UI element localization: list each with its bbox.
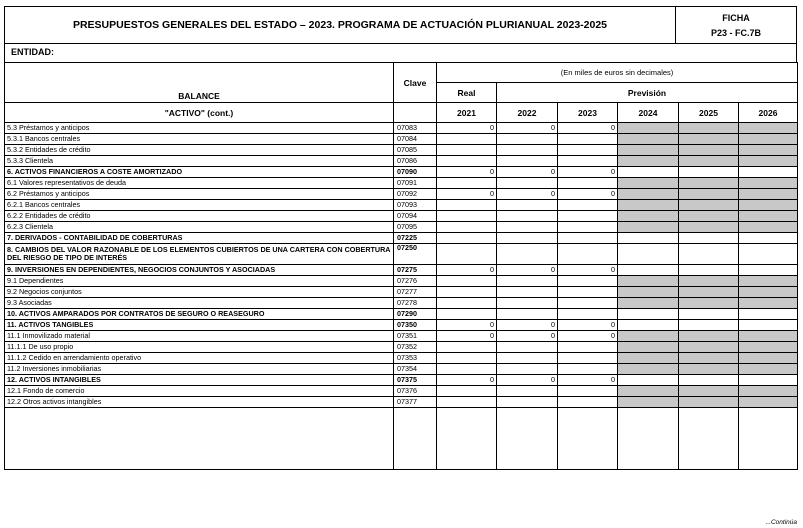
row-clave: 07095 xyxy=(394,222,437,233)
value-cell xyxy=(497,386,558,397)
real-label: Real xyxy=(457,87,476,98)
row-label: 5.3.1 Bancos centrales xyxy=(5,134,394,145)
shaded-cell xyxy=(739,189,798,200)
row-clave: 07352 xyxy=(394,342,437,353)
prevision-label: Previsión xyxy=(627,87,667,98)
year-2022: 2022 xyxy=(517,107,537,118)
value-cell xyxy=(497,342,558,353)
shaded-cell xyxy=(679,331,739,342)
entidad-label: ENTIDAD: xyxy=(11,47,54,57)
shaded-cell xyxy=(739,287,798,298)
row-label: 12.1 Fondo de comercio xyxy=(5,386,394,397)
shaded-cell xyxy=(739,145,798,156)
row-label: 9.1 Dependientes xyxy=(5,276,394,287)
table-row xyxy=(5,145,798,156)
value-cell xyxy=(618,320,679,331)
row-clave: 07354 xyxy=(394,364,437,375)
value-cell xyxy=(558,397,618,408)
table-row xyxy=(5,375,798,386)
shaded-cell xyxy=(618,397,679,408)
row-label: 6. ACTIVOS FINANCIEROS A COSTE AMORTIZADO xyxy=(5,167,394,178)
row-clave: 07375 xyxy=(394,375,437,386)
table-row xyxy=(5,331,798,342)
row-clave: 07275 xyxy=(394,265,437,276)
row-clave: 07093 xyxy=(394,200,437,211)
year-header xyxy=(497,103,558,123)
ficha-box xyxy=(675,6,797,44)
row-label: 6.2 Préstamos y anticipos xyxy=(5,189,394,200)
value-cell xyxy=(618,244,679,265)
value-cell: 0 xyxy=(437,265,497,276)
table-row xyxy=(5,309,798,320)
shaded-cell xyxy=(679,189,739,200)
value-cell xyxy=(558,342,618,353)
value-cell: 0 xyxy=(558,320,618,331)
row-label: 6.2.1 Bancos centrales xyxy=(5,200,394,211)
value-cell xyxy=(437,222,497,233)
shaded-cell xyxy=(618,353,679,364)
table-row xyxy=(5,353,798,364)
units-note-cell xyxy=(437,63,798,83)
value-cell xyxy=(558,386,618,397)
value-cell xyxy=(558,287,618,298)
row-clave: 07350 xyxy=(394,320,437,331)
value-cell xyxy=(497,211,558,222)
value-cell xyxy=(558,200,618,211)
table-row xyxy=(5,156,798,167)
shaded-cell xyxy=(618,200,679,211)
row-clave: 07276 xyxy=(394,276,437,287)
row-label: 10. ACTIVOS AMPARADOS POR CONTRATOS DE SEGURO O REASEGURO xyxy=(5,309,394,320)
value-cell xyxy=(437,244,497,265)
value-cell xyxy=(437,386,497,397)
blank-cell xyxy=(679,408,739,470)
row-label: 7. DERIVADOS - CONTABILIDAD DE COBERTURAS xyxy=(5,233,394,244)
value-cell: 0 xyxy=(497,320,558,331)
activo-header-cell xyxy=(5,103,394,123)
value-cell xyxy=(497,134,558,145)
value-cell: 0 xyxy=(558,375,618,386)
value-cell xyxy=(497,222,558,233)
row-clave: 07084 xyxy=(394,134,437,145)
value-cell xyxy=(558,178,618,189)
table-row xyxy=(5,189,798,200)
shaded-cell xyxy=(618,342,679,353)
value-cell: 0 xyxy=(437,123,497,134)
row-label: 9.3 Asociadas xyxy=(5,298,394,309)
shaded-cell xyxy=(739,276,798,287)
row-label: 5.3.2 Entidades de crédito xyxy=(5,145,394,156)
shaded-cell xyxy=(679,364,739,375)
clave-header-cell xyxy=(394,63,437,103)
value-cell: 0 xyxy=(558,265,618,276)
table-row xyxy=(5,167,798,178)
shaded-cell xyxy=(739,397,798,408)
value-cell xyxy=(679,309,739,320)
year-header xyxy=(558,103,618,123)
row-label: 11.1 Inmovilizado material xyxy=(5,331,394,342)
value-cell xyxy=(679,167,739,178)
shaded-cell xyxy=(679,386,739,397)
shaded-cell xyxy=(679,342,739,353)
shaded-cell xyxy=(618,287,679,298)
year-header xyxy=(679,103,739,123)
shaded-cell xyxy=(739,178,798,189)
balance-table xyxy=(4,62,798,470)
year-2023: 2023 xyxy=(578,107,597,118)
year-2025: 2025 xyxy=(699,107,718,118)
value-cell xyxy=(437,200,497,211)
shaded-cell xyxy=(679,397,739,408)
year-header xyxy=(437,103,497,123)
row-label: 9. INVERSIONES EN DEPENDIENTES, NEGOCIOS CONJUNTOS Y ASOCIADAS xyxy=(5,265,394,276)
shaded-cell xyxy=(679,353,739,364)
balance-label: BALANCE xyxy=(178,91,220,101)
value-cell xyxy=(437,145,497,156)
value-cell xyxy=(618,309,679,320)
shaded-cell xyxy=(618,222,679,233)
value-cell xyxy=(558,211,618,222)
row-label: 6.2.2 Entidades de crédito xyxy=(5,211,394,222)
value-cell xyxy=(618,265,679,276)
blank-cell xyxy=(5,408,394,470)
shaded-cell xyxy=(618,211,679,222)
table-row xyxy=(5,134,798,145)
row-clave: 07351 xyxy=(394,331,437,342)
shaded-cell xyxy=(679,178,739,189)
row-clave: 07086 xyxy=(394,156,437,167)
value-cell xyxy=(497,276,558,287)
table-row xyxy=(5,397,798,408)
row-clave: 07092 xyxy=(394,189,437,200)
table-row xyxy=(5,200,798,211)
shaded-cell xyxy=(618,331,679,342)
value-cell xyxy=(437,233,497,244)
row-clave: 07094 xyxy=(394,211,437,222)
value-cell: 0 xyxy=(558,123,618,134)
value-cell xyxy=(739,167,798,178)
table-row xyxy=(5,386,798,397)
form-title-text: PRESUPUESTOS GENERALES DEL ESTADO – 2023. PROGRAMA DE ACTUACIÓN PLURIANUAL 2023-2025 xyxy=(72,19,608,31)
value-cell: 0 xyxy=(497,375,558,386)
year-2021: 2021 xyxy=(457,107,476,118)
row-label: 12. ACTIVOS INTANGIBLES xyxy=(5,375,394,386)
value-cell xyxy=(618,233,679,244)
clave-label: Clave xyxy=(403,77,427,88)
value-cell xyxy=(739,320,798,331)
table-row xyxy=(5,178,798,189)
shaded-cell xyxy=(618,178,679,189)
value-cell xyxy=(739,233,798,244)
table-row xyxy=(5,320,798,331)
table-row xyxy=(5,287,798,298)
clave-spacer xyxy=(394,103,437,123)
shaded-cell xyxy=(739,222,798,233)
value-cell xyxy=(497,287,558,298)
shaded-cell xyxy=(618,123,679,134)
value-cell xyxy=(618,375,679,386)
value-cell: 0 xyxy=(497,189,558,200)
value-cell xyxy=(437,342,497,353)
shaded-cell xyxy=(618,189,679,200)
value-cell xyxy=(437,287,497,298)
table-row xyxy=(5,265,798,276)
shaded-cell xyxy=(679,123,739,134)
value-cell xyxy=(679,265,739,276)
value-cell xyxy=(437,298,497,309)
value-cell: 0 xyxy=(558,189,618,200)
value-cell xyxy=(679,375,739,386)
value-cell xyxy=(437,309,497,320)
value-cell xyxy=(437,211,497,222)
value-cell xyxy=(679,244,739,265)
row-label: 11.1.1 De uso propio xyxy=(5,342,394,353)
value-cell xyxy=(437,178,497,189)
row-label: 5.3 Préstamos y anticipos xyxy=(5,123,394,134)
shaded-cell xyxy=(679,298,739,309)
balance-header-cell xyxy=(5,63,394,103)
value-cell xyxy=(497,233,558,244)
table-row xyxy=(5,211,798,222)
shaded-cell xyxy=(679,276,739,287)
units-note: (En miles de euros sin decimales) xyxy=(560,67,674,77)
row-label: 11.1.2 Cedido en arrendamiento operativo xyxy=(5,353,394,364)
value-cell xyxy=(558,364,618,375)
row-clave: 07277 xyxy=(394,287,437,298)
value-cell xyxy=(497,156,558,167)
table-row xyxy=(5,298,798,309)
shaded-cell xyxy=(739,342,798,353)
year-header xyxy=(739,103,798,123)
value-cell xyxy=(558,276,618,287)
row-clave: 07085 xyxy=(394,145,437,156)
value-cell xyxy=(558,145,618,156)
value-cell xyxy=(739,244,798,265)
ficha-label: FICHA xyxy=(722,13,750,23)
value-cell xyxy=(497,178,558,189)
row-clave: 07091 xyxy=(394,178,437,189)
value-cell: 0 xyxy=(437,320,497,331)
year-2026: 2026 xyxy=(758,107,778,118)
shaded-cell xyxy=(739,134,798,145)
shaded-cell xyxy=(739,123,798,134)
row-label: 12.2 Otros activos intangibles xyxy=(5,397,394,408)
value-cell xyxy=(437,353,497,364)
real-header xyxy=(437,83,497,103)
value-cell xyxy=(618,167,679,178)
ficha-code: P23 - FC.7B xyxy=(710,28,761,38)
continua-note: ...Continúa xyxy=(765,519,797,526)
value-cell xyxy=(739,265,798,276)
value-cell: 0 xyxy=(437,331,497,342)
value-cell: 0 xyxy=(558,331,618,342)
row-label: 11.2 Inversiones inmobiliarias xyxy=(5,364,394,375)
value-cell: 0 xyxy=(497,123,558,134)
year-header xyxy=(618,103,679,123)
row-clave: 07083 xyxy=(394,123,437,134)
shaded-cell xyxy=(618,364,679,375)
value-cell xyxy=(558,353,618,364)
entidad-row xyxy=(4,43,797,63)
activo-label: "ACTIVO" (cont.) xyxy=(164,107,234,118)
value-cell: 0 xyxy=(497,167,558,178)
value-cell: 0 xyxy=(497,331,558,342)
row-label: 5.3.3 Clientela xyxy=(5,156,394,167)
shaded-cell xyxy=(739,386,798,397)
row-clave: 07377 xyxy=(394,397,437,408)
blank-cell xyxy=(558,408,618,470)
table-row xyxy=(5,364,798,375)
shaded-cell xyxy=(739,211,798,222)
row-clave: 07090 xyxy=(394,167,437,178)
shaded-cell xyxy=(739,331,798,342)
shaded-cell xyxy=(618,156,679,167)
blank-cell xyxy=(618,408,679,470)
table-row xyxy=(5,222,798,233)
value-cell xyxy=(437,397,497,408)
value-cell xyxy=(437,364,497,375)
value-cell xyxy=(558,244,618,265)
value-cell xyxy=(558,156,618,167)
value-cell xyxy=(679,320,739,331)
shaded-cell xyxy=(618,145,679,156)
value-cell xyxy=(497,364,558,375)
shaded-cell xyxy=(618,276,679,287)
shaded-cell xyxy=(679,200,739,211)
value-cell: 0 xyxy=(497,265,558,276)
blank-cell xyxy=(739,408,798,470)
table-row xyxy=(5,123,798,134)
shaded-cell xyxy=(679,145,739,156)
value-cell xyxy=(437,156,497,167)
blank-cell xyxy=(394,408,437,470)
row-clave: 07376 xyxy=(394,386,437,397)
shaded-cell xyxy=(739,364,798,375)
value-cell xyxy=(437,134,497,145)
row-clave: 07278 xyxy=(394,298,437,309)
shaded-cell xyxy=(618,134,679,145)
value-cell xyxy=(497,397,558,408)
value-cell xyxy=(497,200,558,211)
table-row xyxy=(5,342,798,353)
value-cell xyxy=(437,276,497,287)
shaded-cell xyxy=(679,222,739,233)
value-cell: 0 xyxy=(558,167,618,178)
row-clave: 07353 xyxy=(394,353,437,364)
year-2024: 2024 xyxy=(638,107,658,118)
value-cell xyxy=(558,233,618,244)
form-title xyxy=(4,6,676,44)
row-label: 6.1 Valores representativos de deuda xyxy=(5,178,394,189)
row-clave: 07225 xyxy=(394,233,437,244)
shaded-cell xyxy=(679,211,739,222)
value-cell: 0 xyxy=(437,375,497,386)
row-label: 9.2 Negocios conjuntos xyxy=(5,287,394,298)
table-row xyxy=(5,244,798,265)
shaded-cell xyxy=(739,200,798,211)
shaded-cell xyxy=(739,353,798,364)
value-cell xyxy=(558,222,618,233)
value-cell xyxy=(497,244,558,265)
shaded-cell xyxy=(739,298,798,309)
value-cell xyxy=(679,233,739,244)
shaded-cell xyxy=(739,156,798,167)
row-label: 6.2.3 Clientela xyxy=(5,222,394,233)
value-cell xyxy=(739,375,798,386)
value-cell xyxy=(497,298,558,309)
value-cell xyxy=(739,309,798,320)
blank-cell xyxy=(497,408,558,470)
value-cell xyxy=(497,309,558,320)
table-row xyxy=(5,233,798,244)
shaded-cell xyxy=(679,134,739,145)
shaded-cell xyxy=(618,298,679,309)
row-clave: 07290 xyxy=(394,309,437,320)
value-cell xyxy=(558,298,618,309)
value-cell: 0 xyxy=(437,167,497,178)
shaded-cell xyxy=(679,287,739,298)
value-cell xyxy=(558,134,618,145)
row-label: 11. ACTIVOS TANGIBLES xyxy=(5,320,394,331)
value-cell xyxy=(558,309,618,320)
shaded-cell xyxy=(618,386,679,397)
shaded-cell xyxy=(679,156,739,167)
row-label: 8. CAMBIOS DEL VALOR RAZONABLE DE LOS ELEMENTOS CUBIERTOS DE UNA CARTERA CON COBERTURA DEL RIESGO DE TIPO DE INTERÉS xyxy=(5,244,394,265)
table-row xyxy=(5,276,798,287)
blank-cell xyxy=(437,408,497,470)
value-cell xyxy=(497,353,558,364)
prevision-header xyxy=(497,83,798,103)
value-cell xyxy=(497,145,558,156)
value-cell: 0 xyxy=(437,189,497,200)
row-clave: 07250 xyxy=(394,244,437,265)
